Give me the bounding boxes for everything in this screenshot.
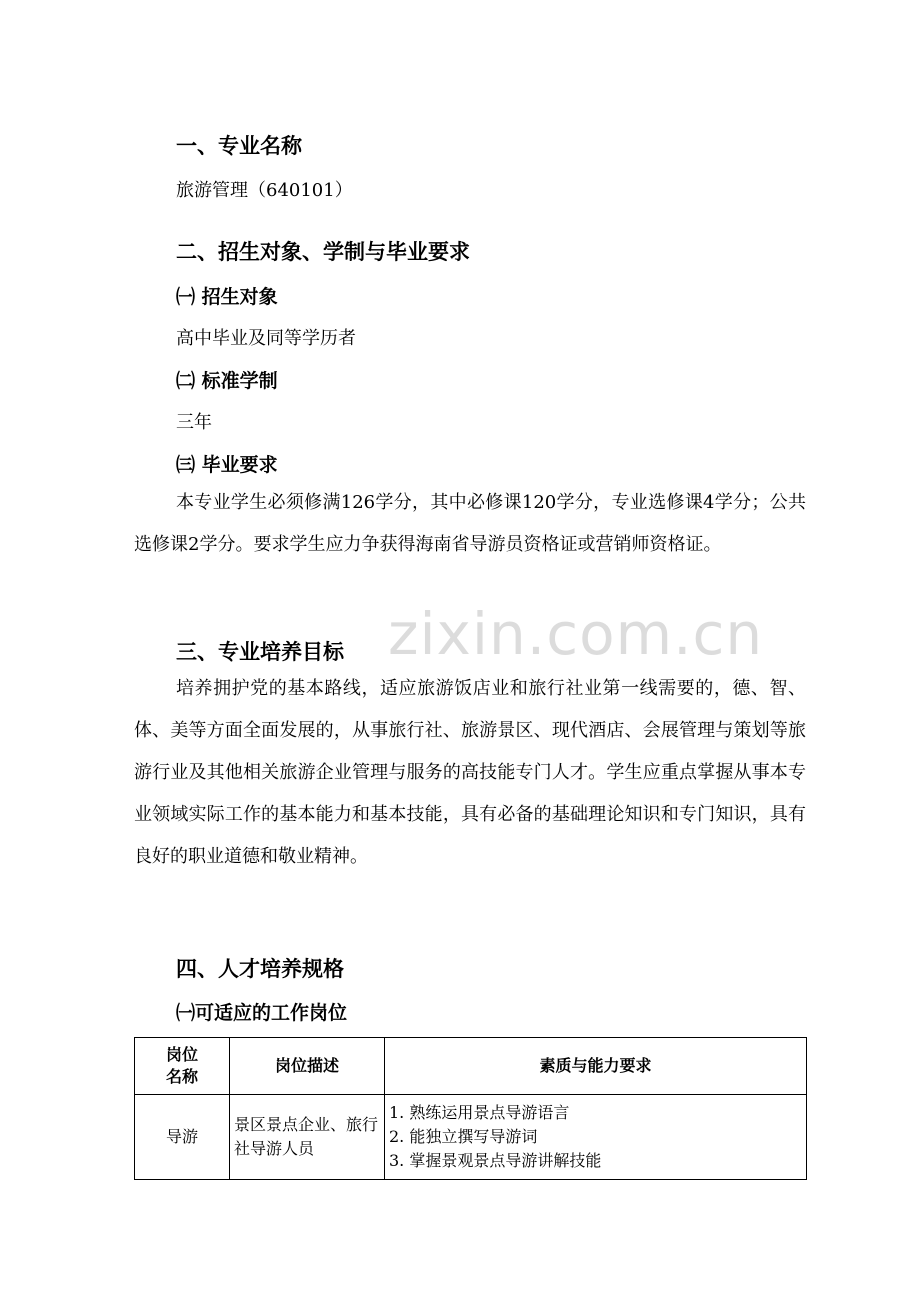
section2-sub1-text: 高中毕业及同等学历者: [176, 328, 356, 349]
section2-heading: 二、招生对象、学制与毕业要求: [176, 240, 470, 264]
section2-sub2-text: 三年: [176, 412, 212, 433]
graduation-requirements-paragraph: 本专业学生必须修满126学分，其中必修课120学分，专业选修课4学分；公共选修课2学分。要求学生应力争获得海南省导游员资格证或营销师资格证。: [134, 492, 806, 555]
header-position-description: 岗位描述: [230, 1038, 385, 1095]
job-positions-table: [134, 1037, 807, 1180]
section3-heading: 三、专业培养目标: [176, 640, 344, 664]
training-objectives-paragraph: 培养拥护党的基本路线，适应旅游饭店业和旅行社业第一线需要的，德、智、体、美等方面全面发展的，从事旅行社、旅游景区、现代酒店、会展管理与策划等旅游行业及其他相关旅游企业管理与服务的高技能专门人才。学生应重点掌握从事本专业领域实际工作的基本能力和基本技能，具有必备的基础理论知识和专门知识，具有良好的职业道德和敬业精神。: [134, 678, 806, 867]
requirement-item: 2. 能独立撰写导游词: [389, 1127, 538, 1146]
section2-sub2-label: ㈡ 标准学制: [176, 370, 278, 392]
section2-sub1-label: ㈠ 招生对象: [176, 286, 278, 308]
section4-heading: 四、人才培养规格: [176, 957, 344, 981]
section4-sub1-label: ㈠可适应的工作岗位: [176, 1002, 348, 1024]
requirement-item: 3. 掌握景观景点导游讲解技能: [389, 1151, 602, 1170]
cell-position-description: 景区景点企业、旅行社导游人员: [230, 1095, 385, 1180]
cell-requirements: [385, 1095, 807, 1180]
section1-heading: 一、专业名称: [176, 134, 302, 158]
section2-sub3-label: ㈢ 毕业要求: [176, 454, 278, 476]
header-position-name: 岗位名称: [135, 1038, 230, 1095]
header-requirements: 素质与能力要求: [385, 1038, 807, 1095]
requirement-item: 1. 熟练运用景点导游语言: [389, 1103, 570, 1122]
cell-position-name: 导游: [135, 1095, 230, 1180]
watermark: zixin.com.cn: [388, 600, 764, 668]
table-row: [135, 1095, 807, 1180]
table-header-row: [135, 1038, 807, 1095]
section1-text: 旅游管理（640101）: [176, 180, 353, 201]
